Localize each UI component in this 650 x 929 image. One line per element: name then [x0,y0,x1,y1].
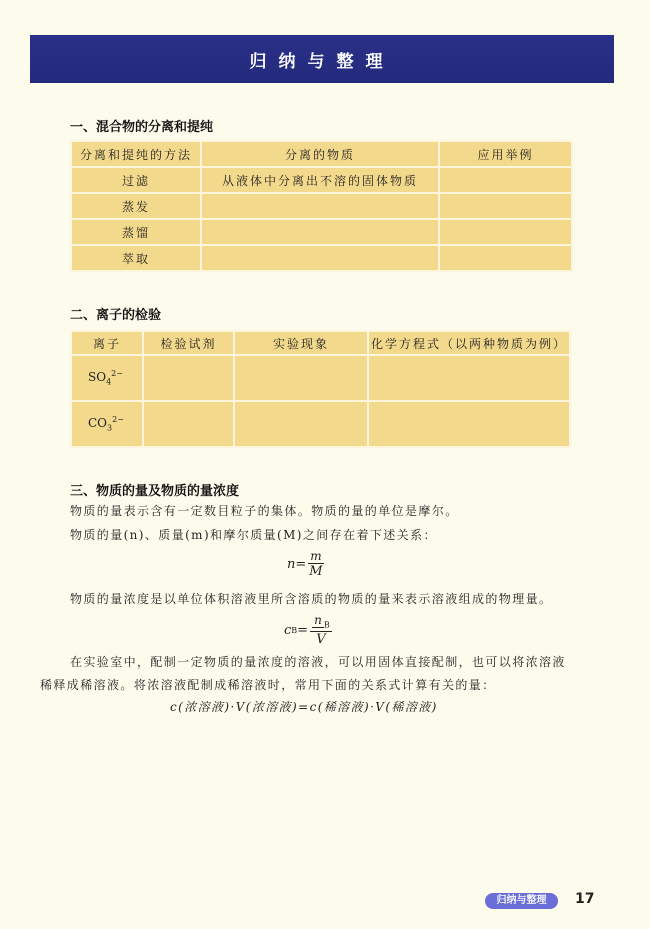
ion-charge: 2− [111,369,123,379]
paragraph [70,653,566,670]
denominator: M [309,564,323,579]
table-row [71,193,572,219]
section1-heading: 一、混合物的分离和提纯 [70,120,214,135]
ion-cell [71,355,143,401]
ion-formula: CO [88,416,108,431]
formula-c [284,614,332,647]
formula-sub: B [291,626,298,636]
table-row [71,167,572,193]
example-cell [439,245,572,271]
formula-lhs: c [284,623,292,639]
chapter-banner [30,35,614,83]
example-cell [439,193,572,219]
equals: = [297,623,309,639]
table-header-row [71,141,572,167]
page-number: 17 [575,891,595,907]
ion-formula: SO [88,370,107,385]
reagent-cell [143,355,234,401]
reagent-cell [143,401,234,447]
ion-cell [71,401,143,447]
paragraph: 物质的量(n)、质量(m)和摩尔质量(M)之间存在着下述关系： [70,528,437,542]
method-cell: 蒸发 [71,193,201,219]
paragraph: 物质的量浓度是以单位体积溶液里所含溶质的物质的量来表示溶液组成的物理量。 [70,592,553,606]
header-cell: 离子 [71,331,143,355]
section3-heading: 三、物质的量及物质的量浓度 [70,484,240,499]
paragraph: 物质的量表示含有一定数目粒子的集体。物质的量的单位是摩尔。 [70,504,459,518]
equation-cell [368,401,570,447]
banner-title: 归纳与整理 [249,51,395,72]
substance-cell [201,219,439,245]
example-cell [439,219,572,245]
numerator: n [314,613,322,627]
table-row [71,401,570,447]
header-cell: 分离和提纯的方法 [71,141,201,167]
footer-badge: 归纳与整理 [485,893,558,909]
ion-subscript: 4 [106,377,112,387]
method-cell: 蒸馏 [71,219,201,245]
equation-cell [368,355,570,401]
section2-heading: 二、离子的检验 [70,308,162,323]
table-row [71,355,570,401]
numerator: m [310,549,322,563]
header-cell: 化学方程式（以两种物质为例） [368,331,570,355]
table-row [71,245,572,271]
denominator: V [316,632,326,648]
substance-cell: 从液体中分离出不溶的固体物质 [201,167,439,193]
formula-lhs: n= [287,557,307,572]
substance-cell [201,193,439,219]
header-cell: 实验现象 [234,331,368,355]
example-cell [439,167,572,193]
separation-table [70,140,573,272]
paragraph-line: 在实验室中，配制一定物质的量浓度的溶液，可以用固体直接配制，也可以将浓溶液 [70,655,566,669]
header-cell: 应用举例 [439,141,572,167]
formula-n [287,550,324,579]
ion-test-table [70,330,571,448]
table-row [71,219,572,245]
paragraph: 稀释成稀溶液。将浓溶液配制成稀溶液时，常用下面的关系式计算有关的量： [40,678,496,692]
ion-charge: 2− [112,415,124,425]
table-header-row [71,331,570,355]
header-cell: 检验试剂 [143,331,234,355]
substance-cell [201,245,439,271]
method-cell: 萃取 [71,245,201,271]
numerator-sub: B [323,620,330,630]
dilution-formula: c(浓溶液)·V(浓溶液)=c(稀溶液)·V(稀溶液) [170,700,438,714]
method-cell: 过滤 [71,167,201,193]
phenomenon-cell [234,401,368,447]
phenomenon-cell [234,355,368,401]
ion-subscript: 3 [107,423,113,433]
header-cell: 分离的物质 [201,141,439,167]
